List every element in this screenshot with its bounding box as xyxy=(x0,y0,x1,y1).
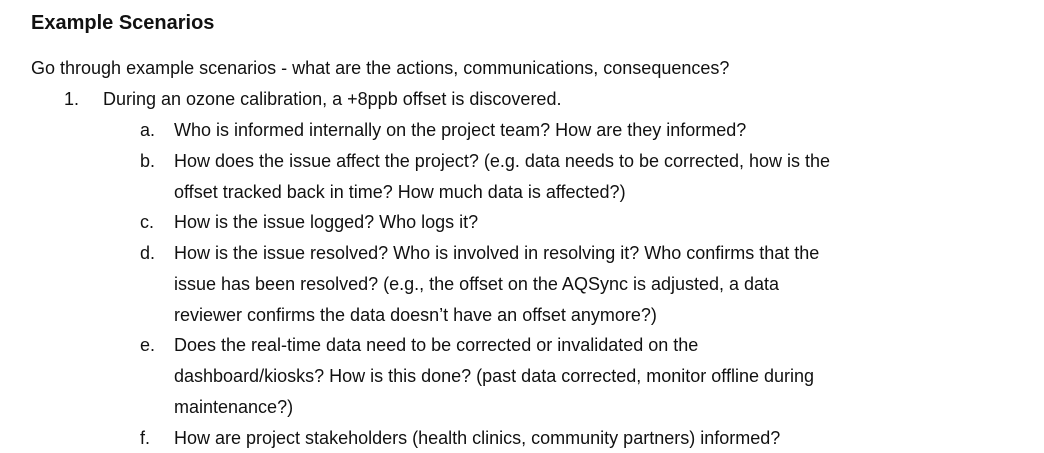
question-d-line-3: reviewer confirms the data doesn’t have an offset anymore?) xyxy=(174,305,657,325)
scenario-text: During an ozone calibration, a +8ppb offset is discovered. xyxy=(103,89,562,109)
question-b-line-1: How does the issue affect the project? (e.g. data needs to be corrected, how is the xyxy=(174,151,831,171)
section-heading: Example Scenarios xyxy=(31,12,215,34)
question-marker-f: f. xyxy=(140,428,151,448)
scenario-number: 1. xyxy=(64,89,80,109)
question-b-line-2: offset tracked back in time? How much data is affected?) xyxy=(174,182,626,202)
question-d-line-1: How is the issue resolved? Who is involved in resolving it? Who confirms that the xyxy=(174,243,820,263)
question-c-line-1: How is the issue logged? Who logs it? xyxy=(174,212,479,232)
question-d-line-2: issue has been resolved? (e.g., the offset on the AQSync is adjusted, a data xyxy=(174,274,780,294)
question-e-line-1: Does the real-time data need to be corrected or invalidated on the xyxy=(174,335,699,355)
question-a-line-1: Who is informed internally on the project team? How are they informed? xyxy=(174,120,747,140)
intro-paragraph: Go through example scenarios - what are the actions, communications, consequences? xyxy=(31,58,730,78)
question-marker-e: e. xyxy=(140,335,156,355)
question-e-line-2: dashboard/kiosks? How is this done? (past data corrected, monitor offline during xyxy=(174,366,815,386)
question-marker-c: c. xyxy=(140,212,155,232)
question-marker-b: b. xyxy=(140,151,156,171)
question-marker-a: a. xyxy=(140,120,156,140)
question-e-line-3: maintenance?) xyxy=(174,397,294,417)
question-marker-d: d. xyxy=(140,243,156,263)
question-f-line-1: How are project stakeholders (health clinics, community partners) informed? xyxy=(174,428,781,448)
